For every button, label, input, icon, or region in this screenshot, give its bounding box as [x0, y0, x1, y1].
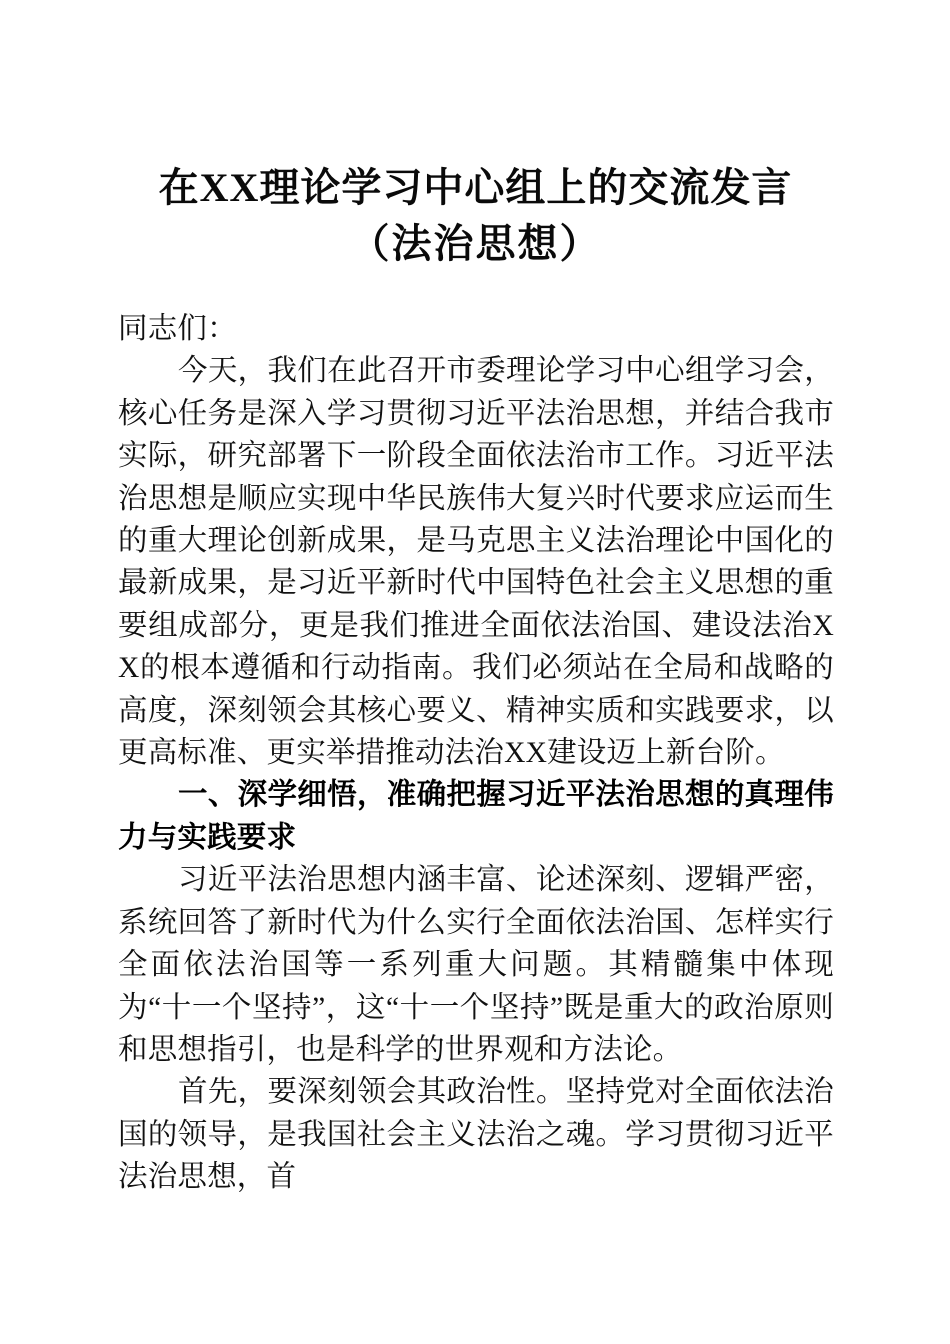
body-paragraph: 今天，我们在此召开市委理论学习中心组学习会，核心任务是深入学习贯彻习近平法治思想，并结合我市实际，研究部署下一阶段全面依法治市工作。习近平法治思想是顺应实现中华民族伟大复兴时代要求应运而生的重大理论创新成果，是马克思主义法治理论中国化的最新成果，是习近平新时代中国特色社会主义思想的重要组成部分，更是我们推进全面依法治国、建设法治XX的根本遵循和行动指南。我们必须站在全局和战略的高度，深刻领会其核心要义、精神实质和实践要求，以更高标准、更实举措推动法治XX建设迈上新台阶。: [118, 355, 834, 770]
title-line-subtitle: （法治思想）: [349, 221, 602, 266]
title-line-main: 在XX理论学习中心组上的交流发言: [158, 165, 793, 210]
salutation: 同志们：: [118, 313, 237, 345]
body-paragraph: 首先，要深刻领会其政治性。坚持党对全面依法治国的领导，是我国社会主义法治之魂。学习贯彻习近平法治思想，首: [118, 1076, 834, 1194]
document-title: [118, 160, 833, 272]
section-heading-1: 一、深学细悟，准确把握习近平法治思想的真理伟力与实践要求: [118, 778, 834, 854]
body-paragraph: 习近平法治思想内涵丰富、论述深刻、逻辑严密，系统回答了新时代为什么实行全面依法治国、怎样实行全面依法治国等一系列重大问题。其精髓集中体现为“十一个坚持”，这“十一个坚持”既是重大的政治原则和思想指引，也是科学的世界观和方法论。: [118, 864, 834, 1066]
document-body: [118, 308, 834, 1199]
